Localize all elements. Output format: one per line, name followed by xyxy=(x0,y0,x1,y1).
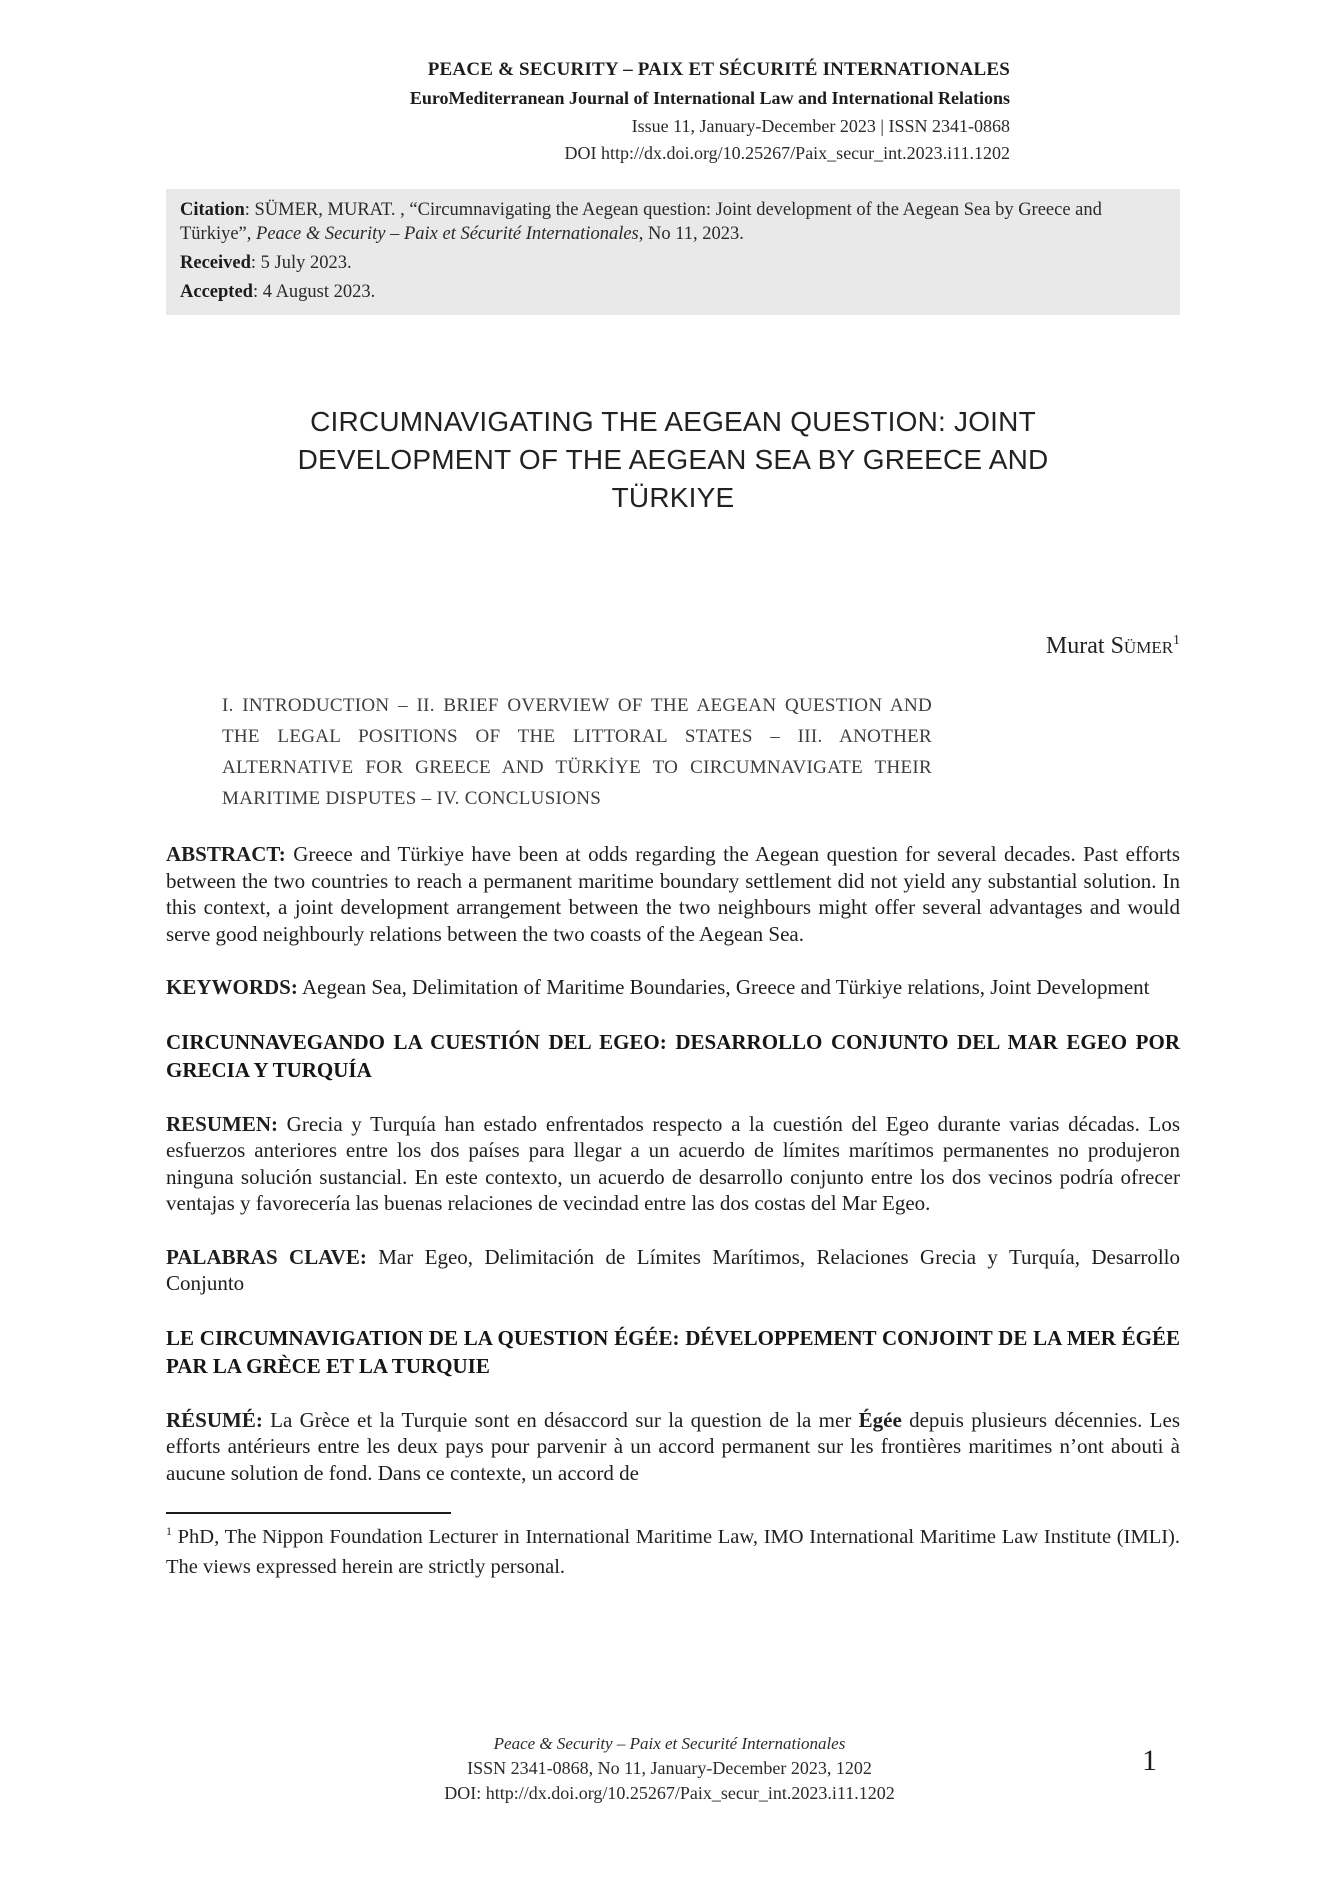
resumen-label: RESUMEN: xyxy=(166,1111,279,1136)
author-last-name: Sümer xyxy=(1110,633,1174,659)
resumen-text: Grecia y Turquía han estado enfrentados respecto a la cuestión del Egeo durante varias décadas. Los esfuerzos anteriores entre los dos países para llegar a un acuerdo de límites marítimos permanentes no produjeron ninguna solución sustancial. En este contexto, un acuerdo de desarrollo conjunto entre los dos vecinos podría ofrecer ventajas y favorecería las buenas relaciones de vecindad entre las dos costas del Mar Egeo. xyxy=(166,1111,1180,1215)
french-title-heading: LE CIRCUMNAVIGATION DE LA QUESTION ÉGÉE: DÉVELOPPEMENT CONJOINT DE LA MER ÉGÉE PAR LA GRÈCE ET LA TURQUIE xyxy=(166,1325,1180,1378)
resume-label: RÉSUMÉ: xyxy=(166,1407,263,1432)
resume-bold-word: Égée xyxy=(858,1407,902,1432)
accepted-value: : 4 August 2023. xyxy=(252,282,376,302)
footer-journal-name: Peace & Security – Paix et Securité Internationales xyxy=(493,1734,846,1753)
received-value: : 5 July 2023. xyxy=(250,253,352,273)
palabras-clave-text: Mar Egeo, Delimitación de Límites Marítimos, Relaciones Grecia y Turquía, Desarrollo Conjunto xyxy=(166,1244,1181,1295)
citation-tail: , No 11, 2023. xyxy=(638,224,744,244)
received-line xyxy=(180,251,1166,275)
palabras-clave-label: PALABRAS CLAVE: xyxy=(166,1244,367,1269)
journal-masthead xyxy=(166,56,1180,167)
article-title: CIRCUMNAVIGATING THE AEGEAN QUESTION: JOINT DEVELOPMENT OF THE AEGEAN SEA BY GREECE AND TÜRKIYE xyxy=(297,406,1049,513)
citation-label: Citation xyxy=(180,200,245,220)
keywords-label: KEYWORDS: xyxy=(166,975,298,999)
author-first-name: Murat xyxy=(1045,633,1111,659)
journal-title: PEACE & SECURITY – PAIX ET SÉCURITÉ INTERNATIONALES xyxy=(427,59,1010,80)
journal-issue-line: Issue 11, January-December 2023 | ISSN 2341-0868 xyxy=(631,116,1010,136)
citation-journal-name: Peace & Security – Paix et Sécurité Internationales xyxy=(256,224,639,244)
resume-text-post: depuis plusieurs décennies. Les efforts antérieurs entre les deux pays pour parvenir à un accord permanent sur les frontières maritimes n’ont abouti à aucune solution de fond. Dans ce contexte, un accord de xyxy=(166,1407,1180,1485)
abstract-label: ABSTRACT: xyxy=(166,842,286,866)
author-line xyxy=(166,633,1180,660)
abstract-text: Greece and Türkiye have been at odds regarding the Aegean question for several decades. Past efforts between the two countries to reach a permanent maritime boundary settlement did not yield any substantial solution. In this context, a joint development arrangement between the two neighbours might offer several advantages and would serve good neighbourly relations between the two coasts of the Aegean Sea. xyxy=(166,842,1180,946)
resume-text-pre: La Grèce et la Turquie sont en désaccord sur la question de la mer xyxy=(262,1407,859,1432)
footnote-paragraph xyxy=(166,1522,1180,1582)
received-label: Received xyxy=(180,253,251,273)
citation-line xyxy=(180,198,1166,246)
footer-issn-line: ISSN 2341-0868, No 11, January-December 2023, 1202 xyxy=(467,1758,872,1778)
citation-box xyxy=(166,189,1180,315)
section-outline: I. INTRODUCTION – II. BRIEF OVERVIEW OF THE AEGEAN QUESTION AND THE LEGAL POSITIONS OF THE LITTORAL STATES – III. ANOTHER ALTERNATIVE FOR GREECE AND TÜRKİYE TO CIRCUMNAVIGATE THEIR MARITIME DISPUTES – IV. CONCLUSIONS xyxy=(222,695,932,809)
footnote-text: PhD, The Nippon Foundation Lecturer in International Maritime Law, IMO International Maritime Law Institute (IMLI). The views expressed herein are strictly personal. xyxy=(166,1526,1180,1578)
journal-doi-line: DOI http://dx.doi.org/10.25267/Paix_secur_int.2023.i11.1202 xyxy=(564,143,1010,163)
citation-text: : SÜMER, MURAT. , “Circumnavigating the Aegean question: Joint development of the Aegean Sea by Greece and Türkiye”, xyxy=(180,200,1102,244)
palabras-clave-paragraph xyxy=(166,1244,1180,1297)
accepted-label: Accepted xyxy=(180,282,253,302)
abstract-paragraph xyxy=(166,841,1180,947)
keywords-paragraph xyxy=(166,974,1180,1001)
footnote-separator xyxy=(166,1512,451,1514)
journal-subtitle: EuroMediterranean Journal of International Law and International Relations xyxy=(409,88,1010,108)
resumen-paragraph xyxy=(166,1111,1180,1217)
footnote-marker: 1 xyxy=(166,1524,172,1539)
resume-paragraph xyxy=(166,1407,1180,1487)
spanish-title-heading: CIRCUNNAVEGANDO LA CUESTIÓN DEL EGEO: DESARROLLO CONJUNTO DEL MAR EGEO POR GRECIA Y TURQUÍA xyxy=(166,1029,1180,1082)
author-footnote-marker: 1 xyxy=(1173,633,1180,648)
keywords-text: Aegean Sea, Delimitation of Maritime Boundaries, Greece and Türkiye relations, Joint Development xyxy=(297,975,1150,999)
footer-doi-line: DOI: http://dx.doi.org/10.25267/Paix_secur_int.2023.i11.1202 xyxy=(444,1783,895,1803)
accepted-line xyxy=(180,280,1166,304)
page-footer xyxy=(0,1731,1339,1806)
page-number: 1 xyxy=(1142,1744,1157,1777)
